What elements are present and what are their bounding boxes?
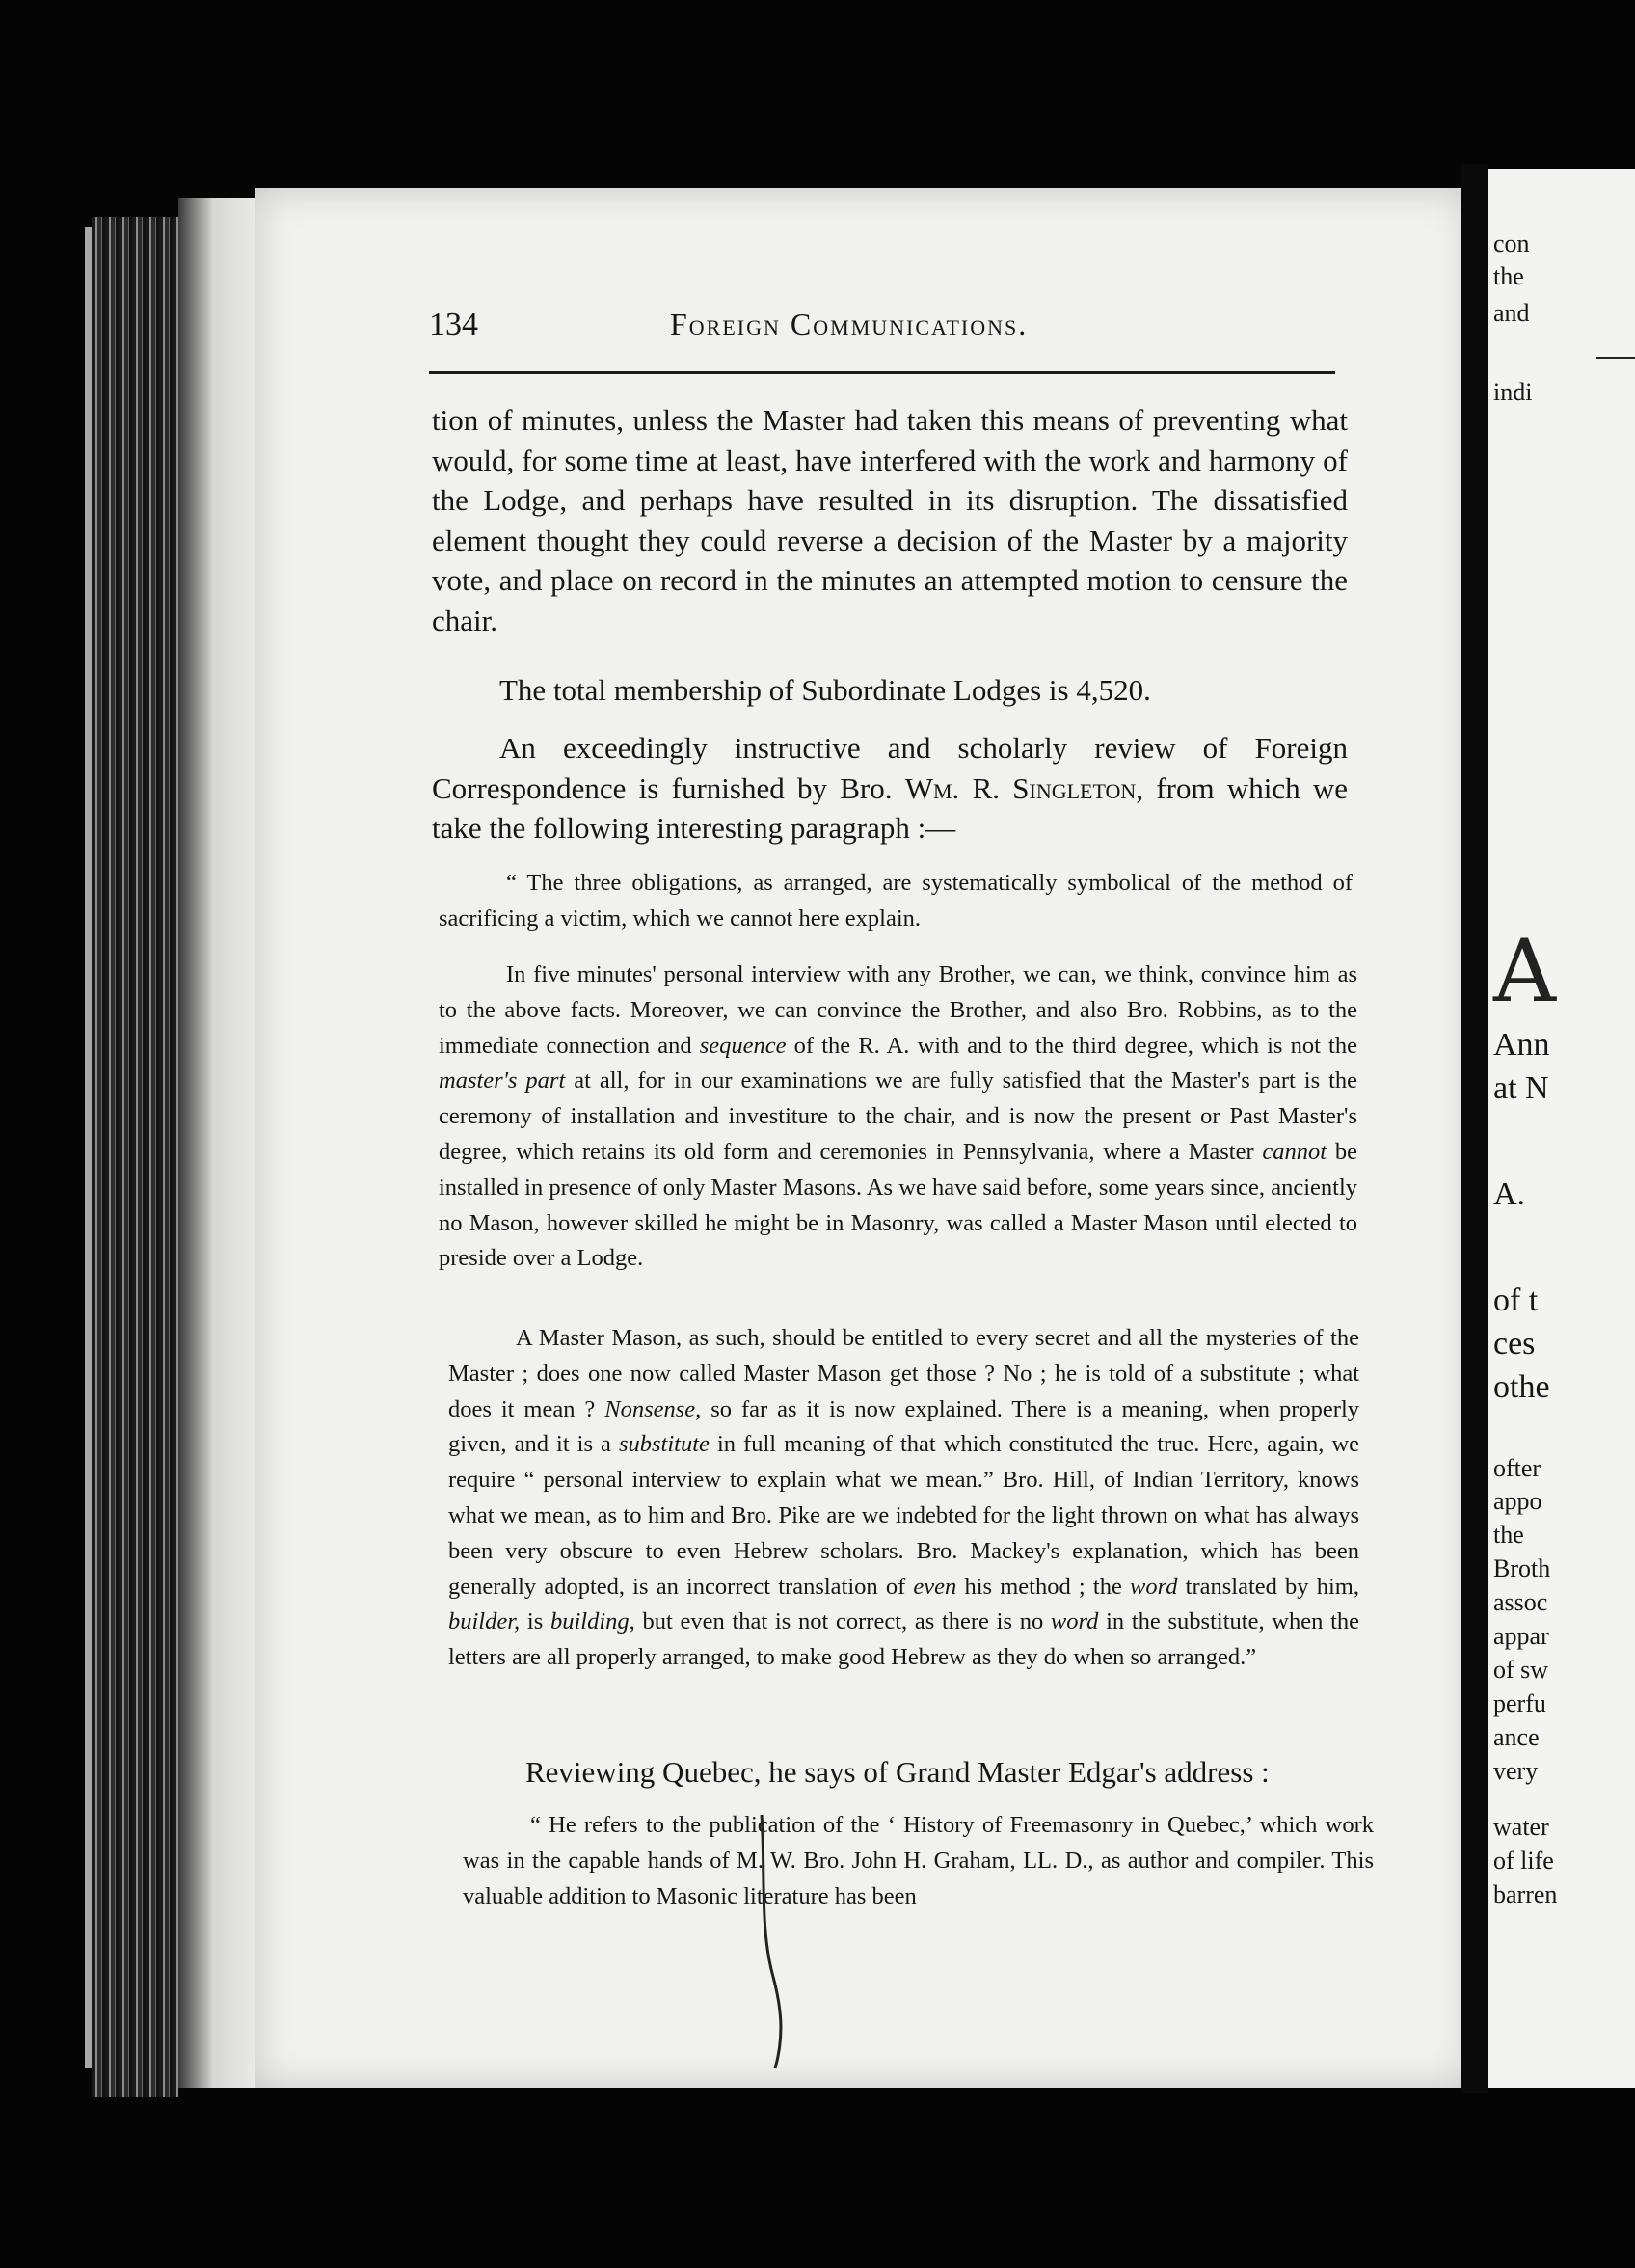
paragraph-1: tion of minutes, unless the Master had taken this means of preventing what would, for some time at least, have interfered with the work and harmony of the Lodge, and perhaps have resulted in its disruption. The dissatisfied element thought they could reverse a decision of the Master by a majority vote, and place on record in the minutes an attempted motion to censure the chair.: [432, 403, 1348, 637]
rp-line: the: [1493, 262, 1524, 290]
quote-word-2: word: [1050, 1608, 1099, 1635]
quote-interview-c: at all, for in our examinations we are fully satisfied that the Master's part is the ceremony of installation and investiture to the chair, and is now the present or Past Master's degree, which retains its old form and ceremonies in Pennsylvania, where a Master: [439, 1067, 1358, 1165]
review-author-name: Wm. R. Singleton: [904, 770, 1137, 805]
quote-interview-a: In five minutes' personal interview with any Brother, we can, we think, convince him as to the above facts. Moreover, we can convince the Brother, and also Bro. Robbins, as to the immediate connection and: [439, 961, 1357, 1059]
quote-mm-f: is: [520, 1608, 550, 1635]
quote-quebec: “ He refers to the publication of the ‘ History of Freemasonry in Quebec,’ which work was in the capable hands of M. W. Bro. John H. Graham, LL. D., as author and compiler. This valuable addition to Masonic literature has been: [463, 1812, 1374, 1909]
rp-line: appar: [1493, 1622, 1549, 1650]
quote-mm-h: in the substitute, when the letters are all properly arranged, to make good Hebrew as they do when so arranged.”: [448, 1608, 1359, 1671]
rp-line: the: [1493, 1521, 1524, 1549]
rp-line: Broth: [1493, 1554, 1551, 1582]
rp-line: of t: [1493, 1282, 1539, 1318]
rp-line: indi: [1493, 378, 1533, 406]
rp-line: very: [1493, 1757, 1539, 1785]
quote-interview-d: be installed in presence of only Master Masons. As we have said before, some years since, anciently no Mason, however skilled he might be in Masonry, was called a Master Mason until elected to preside over a Lodge.: [439, 1138, 1358, 1272]
page-number: 134: [429, 307, 478, 342]
quote-mm-e: translated by him,: [1177, 1573, 1359, 1600]
quote-mm-a: A Master Mason, as such, should be entitled to every secret and all the mysteries of the Master ; does one now called Master Mason get those ? No ; he is told of a substitute ; what does it mean ?: [448, 1325, 1359, 1422]
page-shadow: [178, 198, 265, 2088]
rp-line: perfu: [1493, 1689, 1546, 1717]
running-title: Foreign Communications.: [670, 307, 1029, 341]
quote-building: building,: [549, 1608, 635, 1635]
right-page-rule: [1596, 357, 1635, 359]
page-header: [429, 307, 1345, 364]
rp-line: water: [1493, 1813, 1549, 1841]
paragraph-membership: The total membership of Subordinate Lodges is 4,520.: [499, 673, 1151, 707]
rp-line: con: [1493, 230, 1530, 257]
book-gutter: [1461, 164, 1488, 2092]
quote-masters-part: master's part: [439, 1067, 566, 1094]
quote-mm-c: in full meaning of that which constituted the true. Here, again, we require “ personal interview to explain what we mean.” Bro. Hill, of Indian Territory, knows what we mean, as to him and Bro. Pike are we indebted for the light thrown on what has always been very obscure to even Hebrew scholars. Bro. Mackey's explanation, which has been generally adopted, is an incorrect translation of: [448, 1431, 1360, 1600]
quote-master-mason: [448, 1321, 1359, 1676]
paragraph-review: [432, 728, 1348, 849]
quote-word-1: word: [1130, 1573, 1178, 1600]
book-spine: [92, 217, 178, 2097]
rp-line: A.: [1493, 1176, 1526, 1212]
quote-cannot: cannot: [1262, 1138, 1327, 1165]
rp-line: barren: [1493, 1880, 1558, 1908]
rp-line: of sw: [1493, 1656, 1549, 1684]
rp-line: ofter: [1493, 1454, 1541, 1482]
rp-line: assoc: [1493, 1588, 1548, 1616]
quote-substitute: substitute: [618, 1431, 710, 1458]
quote-mm-d: his method ; the: [956, 1573, 1130, 1600]
quote-obligations: “ The three obligations, as arranged, are systematically symbolical of the method of sacrificing a victim, which we cannot here explain.: [439, 870, 1353, 932]
rp-line: ance: [1493, 1723, 1540, 1751]
quote-nonsense: Nonsense,: [604, 1395, 702, 1422]
rp-line: at N: [1493, 1070, 1549, 1106]
review-text-a: An exceedingly instructive and scholarly review of Foreign Correspondence is furnished by Bro.: [432, 731, 1348, 805]
review-text-b: , from which we take the following interesting paragraph :—: [432, 770, 1348, 845]
quote-interview-b: of the R. A. with and to the third degree, which is not the: [786, 1032, 1357, 1059]
rp-line: and: [1493, 299, 1530, 327]
quote-even: even: [913, 1573, 957, 1600]
quote-mm-g: but even that is not correct, as there is no: [634, 1608, 1051, 1635]
rp-line: othe: [1493, 1369, 1550, 1405]
rp-line: of life: [1493, 1847, 1554, 1875]
header-rule: [429, 371, 1335, 374]
rp-line: ces: [1493, 1326, 1536, 1362]
quote-sequence: sequence: [699, 1032, 787, 1059]
paragraph-quebec: Reviewing Quebec, he says of Grand Master Edgar's address :: [525, 1755, 1270, 1789]
pencil-mark: [752, 1813, 791, 2073]
drop-cap-ornament: A: [1493, 921, 1556, 1022]
rp-line: appo: [1493, 1487, 1542, 1515]
quote-interview: [439, 958, 1357, 1277]
rp-line: Ann: [1493, 1027, 1550, 1063]
right-page-fragment: [1488, 169, 1635, 2088]
quote-mm-b: so far as it is now explained. There is a meaning, when properly given, and it is a: [448, 1395, 1360, 1458]
quote-builder: builder,: [448, 1608, 521, 1635]
